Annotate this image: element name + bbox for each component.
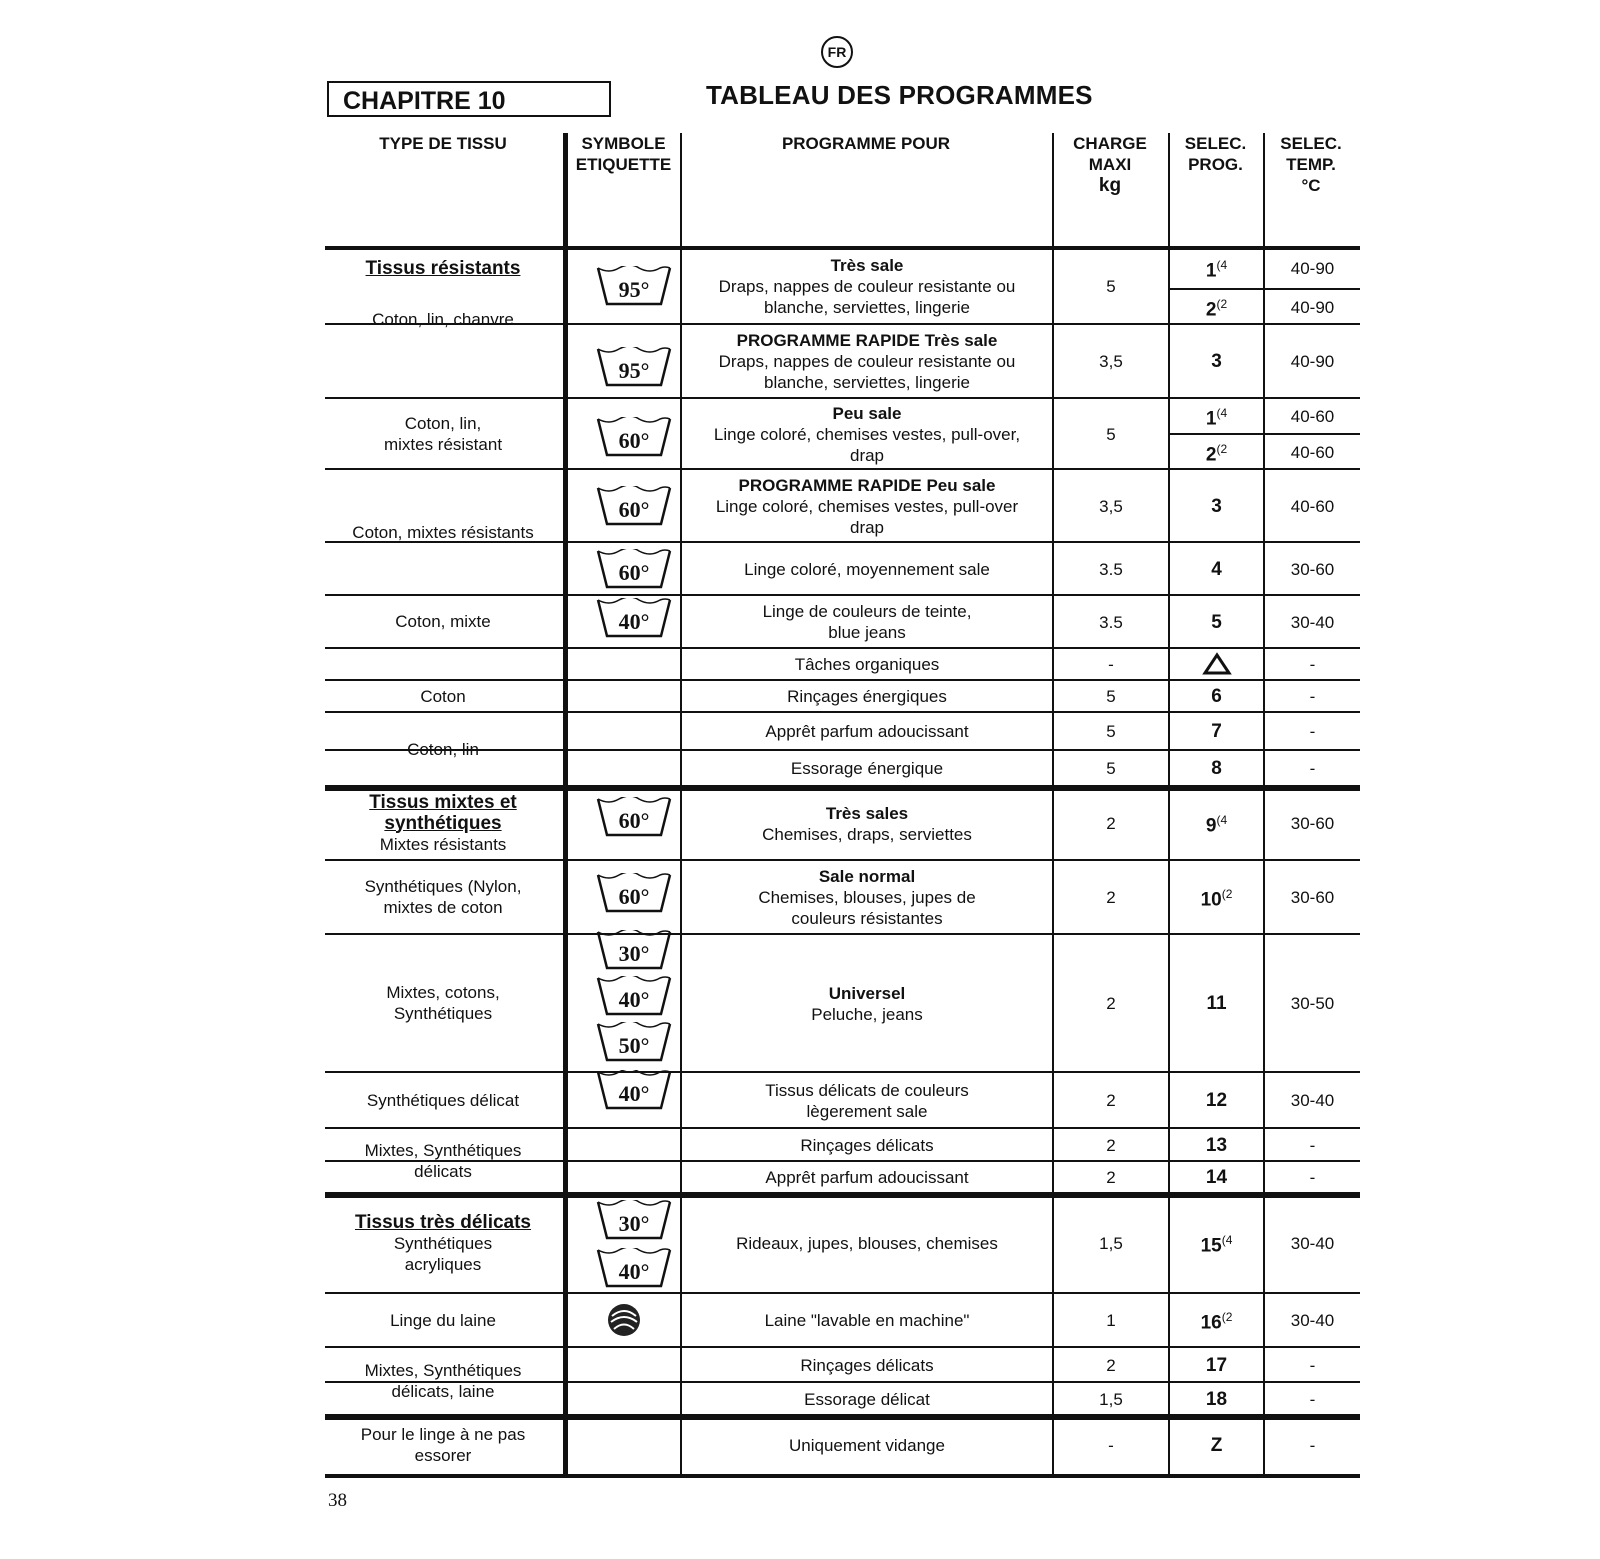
- fabric-type-cell: [325, 1196, 561, 1290]
- prog-cell: [1170, 1130, 1263, 1160]
- cell-text: -: [1108, 655, 1114, 674]
- cell-text: Rideaux, jupes, blouses, chemises: [736, 1234, 998, 1253]
- prog-cell: [1170, 714, 1263, 749]
- charge-cell: [1054, 714, 1168, 749]
- cell-text: 2: [1106, 814, 1116, 833]
- fabric-type-cell: [325, 863, 561, 931]
- cell-text: 4: [1211, 558, 1222, 580]
- cell-text: 1: [1106, 1311, 1116, 1330]
- programme-cell: [683, 471, 1051, 541]
- prog-cell: [1170, 436, 1263, 468]
- cell-text: 7: [1211, 721, 1222, 742]
- footnote-mark: (2: [1221, 887, 1233, 902]
- wash-temperature-label: 40°: [618, 987, 650, 1012]
- cell-text: 14: [1205, 1167, 1228, 1188]
- section-title: Tissus mixtes et synthétiques: [369, 791, 517, 834]
- cell-text: 2: [1106, 994, 1116, 1013]
- programme-cell: [683, 650, 1051, 679]
- charge-cell: [1054, 544, 1168, 594]
- programme-cell: [683, 1349, 1051, 1381]
- section-title: Tissus très délicats: [354, 1211, 532, 1233]
- temp-cell: [1265, 291, 1360, 323]
- prog-cell: [1170, 1195, 1263, 1292]
- cell-text: Mixtes, cotons,: [386, 983, 500, 1002]
- cell-text: Sale normal: [818, 867, 916, 886]
- type-rule: [325, 1292, 565, 1294]
- temp-cell: [1265, 714, 1360, 749]
- wash-temperature-label: 60°: [618, 884, 650, 909]
- footnote-mark: (2: [1216, 441, 1228, 456]
- prog-cell: [1170, 544, 1263, 594]
- programme-cell: [683, 597, 1051, 647]
- fabric-type-cell: [325, 1350, 561, 1412]
- footnote-mark: (4: [1221, 1233, 1233, 1248]
- cell-text: drap: [849, 445, 885, 465]
- cell-text: blanche, serviettes, lingerie: [763, 373, 970, 392]
- wash-temperature-label: 60°: [618, 808, 650, 833]
- cell-text: Draps, nappes de couleur resistante ou: [718, 276, 1016, 296]
- cell-text: -: [1309, 1135, 1316, 1155]
- cell-text: -: [1309, 1436, 1316, 1455]
- prog-cell: [1170, 291, 1263, 323]
- page-title: TABLEAU DES PROGRAMMES: [706, 80, 1093, 110]
- cell-text: 30-50: [1290, 994, 1335, 1013]
- charge-cell: [1054, 471, 1168, 541]
- type-rule: [325, 859, 565, 861]
- temp-cell: [1265, 1130, 1360, 1160]
- temp-cell: [1265, 650, 1360, 679]
- temp-cell: [1265, 544, 1360, 594]
- charge-cell: [1054, 597, 1168, 647]
- cell-text: Linge de couleurs de teinte,: [762, 602, 972, 621]
- cell-text: Coton, lin, chanvre: [372, 310, 514, 329]
- temp-cell: [1265, 1417, 1360, 1474]
- prog-cell: [1170, 1384, 1263, 1414]
- cell-text: drap: [849, 517, 885, 537]
- cell-text: acryliques: [404, 1254, 482, 1274]
- temp-cell: [1265, 597, 1360, 647]
- cell-text: Rinçages énergiques: [787, 687, 947, 706]
- wash-temperature-label: 60°: [618, 428, 650, 453]
- wash-temperature-label: 95°: [618, 358, 650, 383]
- footnote-mark: (4: [1216, 406, 1228, 421]
- wash-temperature-label: 50°: [618, 1033, 650, 1058]
- cell-text: 30-40: [1290, 612, 1335, 632]
- temp-cell: [1265, 1384, 1360, 1414]
- charge-cell: [1054, 1417, 1168, 1474]
- cell-text: 9$^{(4}$: [1205, 813, 1228, 837]
- temp-cell: [1265, 1195, 1360, 1292]
- cell-text: 13: [1205, 1134, 1228, 1156]
- wash-temperature-icon: [595, 417, 673, 457]
- cell-text: Synthétiques: [393, 1004, 493, 1023]
- programme-cell: [683, 682, 1051, 711]
- cell-text: blue jeans: [828, 623, 906, 642]
- prog-cell: [1170, 682, 1263, 711]
- prog-cell: [1170, 249, 1263, 288]
- programme-cell: [683, 249, 1051, 323]
- wash-temperature-label: 60°: [618, 560, 650, 585]
- cell-text: 30-60: [1290, 814, 1335, 833]
- temp-cell: [1265, 249, 1360, 288]
- wash-temperature-icon: [595, 873, 673, 913]
- cell-text: 5: [1211, 611, 1222, 633]
- temp-cell: [1265, 1349, 1360, 1381]
- prog-cell: [1170, 326, 1263, 397]
- prog-cell: [1170, 1295, 1263, 1346]
- charge-cell: [1054, 1163, 1168, 1192]
- cell-text: 3.5: [1099, 612, 1123, 632]
- cell-text: 40-60: [1290, 407, 1335, 426]
- cell-text: mixtes résistant: [383, 434, 503, 454]
- charge-cell: [1054, 1074, 1168, 1127]
- prog-cell: [1170, 788, 1263, 859]
- cell-text: 30-40: [1290, 1311, 1335, 1330]
- programme-cell: [683, 752, 1051, 785]
- cell-text: Mixtes, Synthétiques: [364, 1361, 522, 1380]
- cell-text: -: [1309, 687, 1316, 706]
- cell-text: Mixtes, Synthétiques: [364, 1140, 522, 1160]
- cell-text: Coton, mixtes résistants: [352, 522, 534, 542]
- cell-text: PROGRAMME RAPIDE Peu sale: [738, 475, 996, 495]
- type-rule: [325, 1346, 565, 1348]
- wash-temperature-icon: [595, 797, 673, 837]
- programme-cell: [683, 400, 1051, 468]
- prog-cell: [1170, 1074, 1263, 1127]
- wash-temperature-label: 30°: [618, 1211, 650, 1236]
- prog-cell: [1170, 936, 1263, 1071]
- type-rule: [325, 647, 565, 649]
- page-number: 38: [328, 1490, 347, 1511]
- charge-cell: [1054, 650, 1168, 679]
- cell-text: Synthétiques (Nylon,: [364, 877, 522, 896]
- cell-text: Draps, nappes de couleur resistante ou: [718, 352, 1016, 371]
- programme-cell: [683, 788, 1051, 859]
- fabric-type-cell: [325, 937, 561, 1069]
- wash-temperature-icon: [595, 486, 673, 526]
- prog-cell: [1170, 1417, 1263, 1474]
- temp-cell: [1265, 1295, 1360, 1346]
- charge-cell: [1054, 752, 1168, 785]
- cell-text: Très sale: [830, 255, 904, 275]
- cell-text: Rinçages délicats: [800, 1355, 934, 1375]
- fabric-type-cell: [325, 715, 561, 783]
- type-rule: [325, 1071, 565, 1073]
- subrow-rule: [1168, 433, 1360, 435]
- prog-cell: [1170, 400, 1263, 433]
- cell-text: 2: [1106, 888, 1116, 907]
- cell-text: Tâches organiques: [794, 655, 940, 674]
- fabric-type-cell: [325, 1075, 561, 1125]
- cell-text: 5: [1106, 759, 1116, 778]
- chapter-label: CHAPITRE 10: [327, 81, 611, 117]
- wash-temperature-icon: [595, 930, 673, 970]
- wash-temperature-icon: [595, 1248, 673, 1288]
- warning-triangle-icon: [1202, 652, 1232, 676]
- language-badge: FR: [821, 36, 853, 68]
- cell-text: 16$^{(2}$: [1200, 1310, 1233, 1334]
- type-rule: [325, 679, 565, 681]
- cell-text: Très sales: [825, 803, 909, 823]
- cell-text: 2: [1106, 1091, 1116, 1110]
- cell-text: Chemises, draps, serviettes: [762, 824, 972, 844]
- wash-temperature-icon: [595, 347, 673, 387]
- fabric-type-cell: [325, 1296, 561, 1344]
- wash-temperature-label: 30°: [618, 941, 650, 966]
- charge-cell: [1054, 326, 1168, 397]
- cell-text: Essorage délicat: [804, 1389, 930, 1409]
- charge-cell: [1054, 788, 1168, 859]
- cell-text: 8: [1211, 758, 1222, 779]
- type-rule: [325, 711, 565, 713]
- triangle-icon: [1170, 650, 1263, 678]
- cell-text: 1,5: [1099, 1389, 1123, 1409]
- type-rule: [325, 594, 565, 596]
- charge-cell: [1054, 1349, 1168, 1381]
- cell-text: 1$^{(4}$: [1205, 258, 1228, 282]
- cell-text: délicats, laine: [391, 1382, 495, 1401]
- cell-text: Universel: [828, 983, 906, 1003]
- column-rule-thick: [563, 133, 568, 1474]
- cell-text: 3,5: [1099, 496, 1123, 516]
- subrow-rule: [1168, 288, 1360, 290]
- cell-text: couleurs résistantes: [791, 909, 943, 928]
- cell-text: -: [1309, 655, 1316, 674]
- programme-cell: [683, 1074, 1051, 1127]
- cell-text: Chemises, blouses, jupes de: [758, 888, 976, 907]
- cell-text: 5: [1106, 722, 1116, 741]
- temp-cell: [1265, 936, 1360, 1071]
- cell-text: 40-90: [1290, 352, 1335, 371]
- cell-text: -: [1309, 1168, 1316, 1187]
- cell-text: Uniquement vidange: [789, 1436, 945, 1455]
- cell-text: 2: [1106, 1355, 1116, 1375]
- footnote-mark: (4: [1216, 258, 1228, 273]
- fabric-type-cell: [325, 1418, 561, 1472]
- wash-temperature-icon: [595, 598, 673, 638]
- charge-cell: [1054, 936, 1168, 1071]
- cell-text: 40-90: [1290, 297, 1335, 317]
- col-header-charge: CHARGE MAXI kg: [1073, 134, 1147, 196]
- temp-cell: [1265, 862, 1360, 933]
- type-rule: [325, 468, 565, 470]
- programme-cell: [683, 862, 1051, 933]
- cell-text: 30-60: [1290, 888, 1335, 907]
- cell-text: 3: [1211, 351, 1222, 372]
- fabric-type-cell: [325, 683, 561, 709]
- fabric-type-cell: [325, 1131, 561, 1190]
- cell-text: PROGRAMME RAPIDE Très sale: [736, 331, 998, 350]
- col-header-temp: SELEC. TEMP. °C: [1280, 134, 1342, 195]
- cell-text: 5: [1106, 424, 1116, 444]
- cell-text: Coton, lin: [407, 739, 479, 759]
- cell-text: Essorage énergique: [790, 759, 944, 778]
- cell-text: Mixtes résistants: [379, 834, 507, 854]
- cell-text: 2$^{(2}$: [1205, 296, 1228, 321]
- cell-text: Peu sale: [832, 403, 902, 423]
- programme-cell: [683, 1417, 1051, 1474]
- cell-text: 30-40: [1290, 1091, 1335, 1110]
- wash-temperature-icon: [595, 1200, 673, 1240]
- wash-temperature-label: 40°: [618, 609, 650, 634]
- type-rule: [325, 1127, 565, 1129]
- col-header-type: TYPE DE TISSU: [379, 134, 507, 153]
- cell-text: 3: [1211, 495, 1222, 517]
- cell-text: 12: [1205, 1090, 1228, 1111]
- cell-text: Rinçages délicats: [800, 1135, 934, 1155]
- cell-text: Laine "lavable en machine": [764, 1311, 970, 1330]
- wash-temperature-label: 40°: [618, 1081, 650, 1106]
- prog-cell: [1170, 752, 1263, 785]
- cell-text: 17: [1205, 1354, 1228, 1376]
- cell-text: Synthétiques: [393, 1233, 493, 1253]
- cell-text: 5: [1106, 687, 1116, 706]
- cell-text: -: [1309, 722, 1316, 741]
- cell-text: essorer: [414, 1446, 472, 1465]
- cell-text: 18: [1205, 1388, 1228, 1410]
- cell-text: -: [1309, 1355, 1316, 1375]
- programme-cell: [683, 1163, 1051, 1192]
- cell-text: blanche, serviettes, lingerie: [763, 297, 970, 317]
- prog-cell: [1170, 597, 1263, 647]
- footnote-mark: (2: [1221, 1310, 1233, 1325]
- temp-cell: [1265, 1163, 1360, 1192]
- row-rule: [325, 1474, 1360, 1478]
- programme-cell: [683, 544, 1051, 594]
- cell-text: délicats: [414, 1161, 472, 1181]
- cell-text: Coton: [420, 686, 466, 706]
- cell-text: Linge coloré, moyennement sale: [744, 559, 990, 579]
- temp-cell: [1265, 682, 1360, 711]
- programme-cell: [683, 714, 1051, 749]
- cell-text: -: [1309, 1389, 1316, 1409]
- programme-cell: [683, 1130, 1051, 1160]
- cell-text: Peluche, jeans: [811, 1004, 923, 1024]
- cell-text: Linge coloré, chemises vestes, pull-over,: [713, 424, 1021, 444]
- cell-text: 40-60: [1290, 442, 1335, 462]
- cell-text: 40-90: [1290, 259, 1335, 278]
- wash-temperature-icon: [595, 266, 673, 306]
- cell-text: 10$^{(2}$: [1200, 887, 1233, 911]
- charge-cell: [1054, 249, 1168, 323]
- cell-text: 30-40: [1290, 1234, 1335, 1253]
- temp-cell: [1265, 788, 1360, 859]
- fabric-type-cell: [325, 250, 561, 403]
- charge-cell: [1054, 1195, 1168, 1292]
- footnote-mark: (4: [1216, 813, 1228, 828]
- section-title: Tissus résistants: [365, 258, 521, 279]
- wash-temperature-icon: [595, 1070, 673, 1110]
- cell-text: 3.5: [1099, 559, 1123, 579]
- cell-text: 6: [1211, 686, 1222, 707]
- programme-cell: [683, 1195, 1051, 1292]
- fabric-type-cell: [325, 401, 561, 466]
- cell-text: 15$^{(4}$: [1200, 1233, 1233, 1257]
- cell-text: -: [1309, 759, 1316, 778]
- charge-cell: [1054, 1130, 1168, 1160]
- cell-text: Pour le linge à ne pas: [360, 1425, 526, 1444]
- charge-cell: [1054, 862, 1168, 933]
- wash-temperature-label: 60°: [618, 497, 650, 522]
- cell-text: Linge coloré, chemises vestes, pull-over: [715, 496, 1019, 516]
- temp-cell: [1265, 436, 1360, 468]
- cell-text: lègerement sale: [806, 1101, 928, 1121]
- cell-text: 3,5: [1099, 352, 1123, 371]
- temp-cell: [1265, 400, 1360, 433]
- programme-cell: [683, 326, 1051, 397]
- fabric-type-cell: [325, 598, 561, 645]
- col-header-programme: PROGRAMME POUR: [781, 134, 951, 153]
- programme-cell: [683, 1384, 1051, 1414]
- charge-cell: [1054, 1384, 1168, 1414]
- cell-text: 5: [1106, 276, 1116, 296]
- cell-text: 40-60: [1290, 496, 1335, 516]
- temp-cell: [1265, 326, 1360, 397]
- wash-temperature-icon: [595, 549, 673, 589]
- wool-ball-icon: [606, 1302, 642, 1338]
- prog-cell: [1170, 1349, 1263, 1381]
- wash-temperature-label: 95°: [618, 277, 650, 302]
- temp-cell: [1265, 1074, 1360, 1127]
- cell-text: 2: [1106, 1135, 1116, 1155]
- cell-text: Coton, mixte: [395, 612, 491, 631]
- col-header-symbol: SYMBOLE ETIQUETTE: [575, 134, 672, 174]
- charge-cell: [1054, 1295, 1168, 1346]
- prog-cell: [1170, 862, 1263, 933]
- type-rule: [325, 933, 565, 935]
- fabric-type-cell: [325, 472, 561, 592]
- wash-temperature-label: 40°: [618, 1259, 650, 1284]
- col-header-prog: SELEC. PROG.: [1184, 134, 1247, 174]
- charge-cell: [1054, 682, 1168, 711]
- programme-cell: [683, 1295, 1051, 1346]
- charge-cell: [1054, 400, 1168, 468]
- cell-text: 11: [1206, 993, 1227, 1014]
- cell-text: 1,5: [1099, 1234, 1123, 1253]
- cell-text: 1$^{(4}$: [1205, 406, 1228, 430]
- wash-temperature-icon: [595, 976, 673, 1016]
- column-rule: [680, 133, 682, 1474]
- cell-text: Apprêt parfum adoucissant: [765, 722, 969, 741]
- cell-text: Z: [1210, 1435, 1223, 1456]
- cell-text: Linge du laine: [390, 1310, 496, 1330]
- cell-text: Apprêt parfum adoucissant: [765, 1168, 969, 1187]
- prog-cell: [1170, 1163, 1263, 1192]
- cell-text: 30-60: [1290, 559, 1335, 579]
- cell-text: Coton, lin,: [404, 413, 482, 433]
- cell-text: Synthétiques délicat: [366, 1090, 520, 1110]
- cell-text: Tissus délicats de couleurs: [765, 1080, 969, 1100]
- programme-cell: [683, 936, 1051, 1071]
- temp-cell: [1265, 752, 1360, 785]
- cell-text: 2: [1106, 1168, 1116, 1187]
- wash-temperature-icon: [595, 1022, 673, 1062]
- cell-text: mixtes de coton: [383, 898, 503, 917]
- fabric-type-cell: [325, 789, 561, 857]
- cell-text: 2$^{(2}$: [1205, 441, 1228, 466]
- prog-cell: [1170, 471, 1263, 541]
- cell-text: -: [1108, 1436, 1114, 1455]
- footnote-mark: (2: [1216, 296, 1228, 311]
- temp-cell: [1265, 471, 1360, 541]
